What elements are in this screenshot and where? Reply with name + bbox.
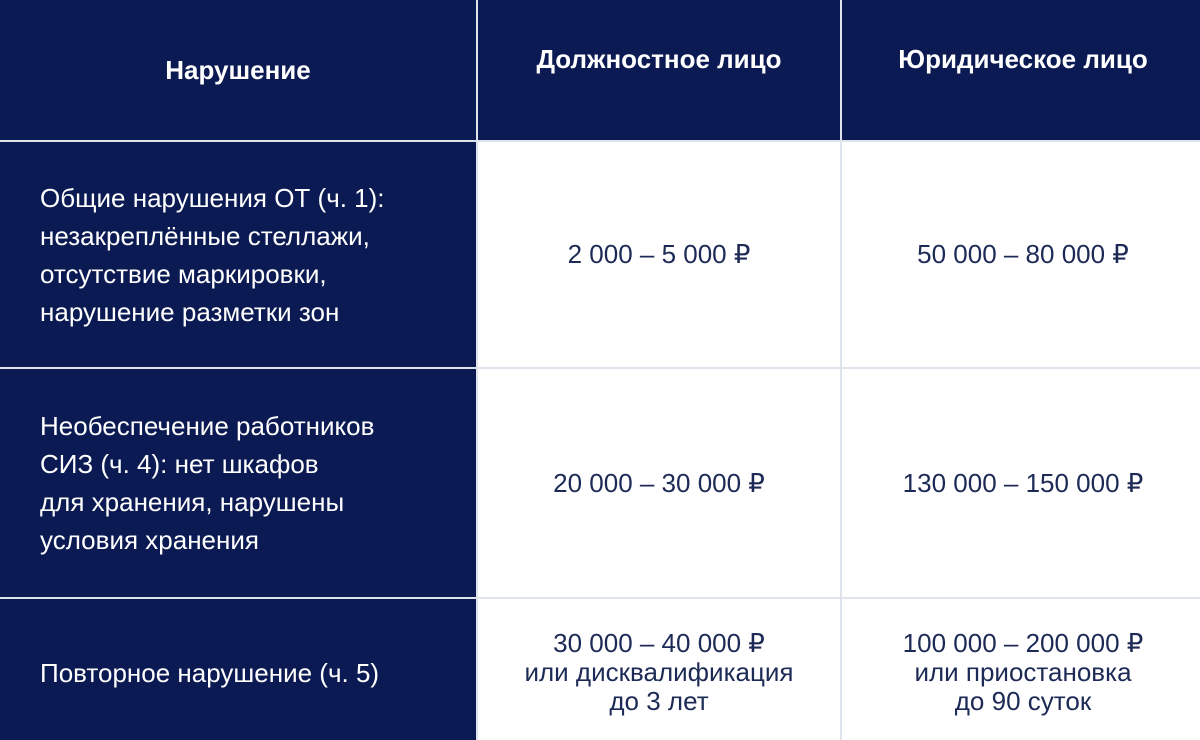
header-legal-entity xyxy=(842,0,1200,140)
row-1-official-fine-value: 2 000 – 5 000 ₽ xyxy=(567,239,751,269)
row-1-violation-line: незакреплённые стеллажи, xyxy=(40,220,370,251)
row-2-official-fine-value: 20 000 – 30 000 ₽ xyxy=(553,467,765,498)
row-1-legal-fine xyxy=(842,142,1200,367)
row-1-official-fine xyxy=(478,142,840,367)
row-3-official-fine-line: 30 000 – 40 000 ₽ xyxy=(553,628,765,658)
row-2-violation-line: Необеспечение работников xyxy=(40,411,375,441)
row-1-violation-line: Общие нарушения ОТ (ч. 1): xyxy=(40,182,385,213)
row-3-official-fine-line: до 3 лет xyxy=(609,686,709,716)
row-2-violation-line: условия хранения xyxy=(40,525,259,555)
row-1-legal-fine-value: 50 000 – 80 000 ₽ xyxy=(917,239,1129,269)
row-2-violation-line: для хранения, нарушены xyxy=(40,487,345,517)
row-2-legal-fine xyxy=(842,369,1200,597)
header-official xyxy=(478,0,840,140)
row-1-violation xyxy=(0,142,476,367)
header-violation xyxy=(0,0,476,140)
row-3-legal-fine-line: 100 000 – 200 000 ₽ xyxy=(902,628,1144,658)
row-3-official-fine-line: или дисквалификация xyxy=(524,657,794,687)
header-official-label: Должностное лицо xyxy=(536,44,782,74)
row-3-violation-line: Повторное нарушение (ч. 5) xyxy=(40,657,380,688)
row-2-violation-line: СИЗ (ч. 4): нет шкафов xyxy=(40,449,319,479)
row-3-legal-fine-line: или приостановка xyxy=(914,657,1132,687)
row-2-legal-fine-value: 130 000 – 150 000 ₽ xyxy=(902,467,1144,498)
row-3-violation xyxy=(0,599,476,740)
row-2-violation xyxy=(0,369,476,597)
header-violation-label: Нарушение xyxy=(165,54,311,85)
row-3-legal-fine xyxy=(842,599,1200,740)
header-legal-entity-label: Юридическое лицо xyxy=(898,44,1148,74)
row-1-violation-line: отсутствие маркировки, xyxy=(40,258,327,289)
row-2-official-fine xyxy=(478,369,840,597)
row-1-violation-line: нарушение разметки зон xyxy=(40,296,340,327)
row-3-official-fine xyxy=(478,599,840,740)
row-3-legal-fine-line: до 90 суток xyxy=(954,686,1092,716)
